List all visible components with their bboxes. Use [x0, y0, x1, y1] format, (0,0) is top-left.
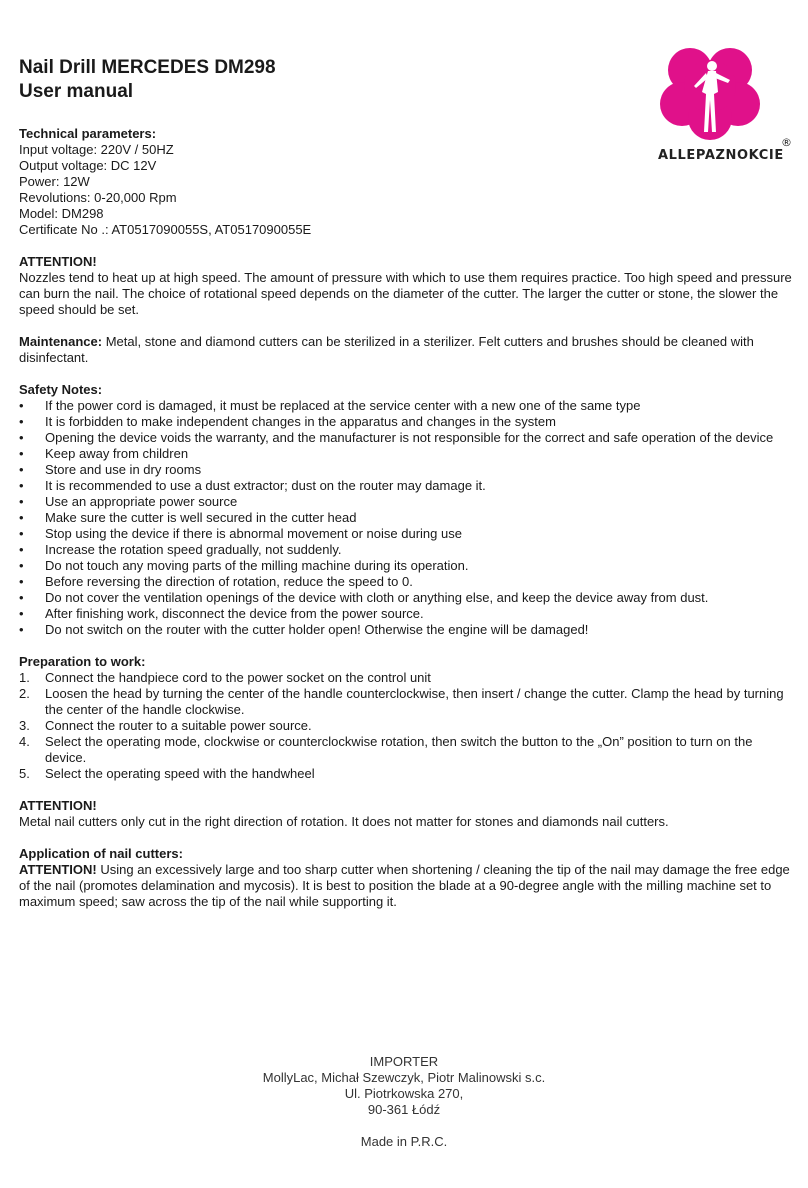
- section-heading: Preparation to work:: [19, 654, 146, 669]
- section-heading: ATTENTION!: [19, 798, 97, 813]
- list-item: • Store and use in dry rooms: [19, 462, 202, 477]
- param-line: Certificate No .: AT0517090055S, AT0517090055E: [19, 222, 312, 237]
- preparation-section: [19, 654, 793, 782]
- importer-street: Ul. Piotrkowska 270,: [344, 1086, 464, 1101]
- maintenance-section: [19, 334, 793, 366]
- bullet-icon: •: [19, 414, 24, 429]
- attention-section: [19, 798, 793, 830]
- list-item: • Keep away from children: [19, 446, 189, 461]
- list-item: • Do not cover the ventilation openings of the device with cloth or anything else, and keep the device away from dust.: [19, 590, 709, 605]
- safety-notes: [19, 382, 793, 638]
- bullet-icon: •: [19, 574, 24, 589]
- registered-mark: ®: [781, 136, 792, 149]
- list-item: 3. Connect the router to a suitable power source.: [19, 718, 312, 733]
- bullet-icon: •: [19, 478, 24, 493]
- list-item: 4. Select the operating mode, clockwise or counterclockwise rotation, then switch the button to the „On” position to turn on the device.: [19, 734, 753, 765]
- made-in: Made in P.R.C.: [360, 1134, 448, 1149]
- bullet-icon: •: [19, 494, 24, 509]
- list-item: • If the power cord is damaged, it must be replaced at the service center with a new one of the same type: [19, 398, 641, 413]
- technical-parameters: [19, 126, 793, 238]
- section-heading: Application of nail cutters:: [19, 846, 183, 861]
- list-item: • After finishing work, disconnect the device from the power source.: [19, 606, 424, 621]
- list-item: • Make sure the cutter is well secured in the cutter head: [19, 510, 357, 525]
- list-item: • Do not switch on the router with the cutter holder open! Otherwise the engine will be damaged!: [19, 622, 589, 637]
- section-heading: Safety Notes:: [19, 382, 103, 397]
- bullet-icon: •: [19, 398, 24, 413]
- paragraph: Metal nail cutters only cut in the right direction of rotation. It does not matter for stones and diamonds nail cutters.: [19, 814, 669, 829]
- param-line: Power: 12W: [19, 174, 90, 189]
- application-section: [19, 846, 793, 910]
- section-heading: Technical parameters:: [19, 126, 157, 141]
- title-line-1: Nail Drill MERCEDES DM298: [19, 57, 276, 78]
- bullet-icon: •: [19, 430, 24, 445]
- bullet-icon: •: [19, 542, 24, 557]
- param-line: Output voltage: DC 12V: [19, 158, 157, 173]
- bullet-icon: •: [19, 606, 24, 621]
- bullet-icon: •: [19, 510, 24, 525]
- list-item: • It is recommended to use a dust extractor; dust on the router may damage it.: [19, 478, 486, 493]
- brand-name: ALLEPAZNOKCIE: [658, 148, 784, 163]
- paragraph: Nozzles tend to heat up at high speed. The amount of pressure with which to use them requires practice. Too high speed and pressure can burn the nail. The choice of rotational speed depends on the diameter of the cutter. The larger the cutter or stone, the slower the speed should be set.: [19, 270, 792, 317]
- list-item: • Use an appropriate power source: [19, 494, 238, 509]
- inline-label: Maintenance:: [19, 334, 103, 349]
- importer-company: MollyLac, Michał Szewczyk, Piotr Malinowski s.c.: [262, 1070, 546, 1085]
- list-item: • Opening the device voids the warranty, and the manufacturer is not responsible for the correct and safe operation of the device: [19, 430, 774, 445]
- list-item: • Before reversing the direction of rotation, reduce the speed to 0.: [19, 574, 413, 589]
- importer-label: IMPORTER: [369, 1054, 439, 1069]
- importer-footer: [200, 1054, 608, 1150]
- document-title: [19, 56, 276, 104]
- inline-label: ATTENTION!: [19, 862, 97, 877]
- bullet-icon: •: [19, 558, 24, 573]
- list-item: • Do not touch any moving parts of the milling machine during its operation.: [19, 558, 469, 573]
- bullet-icon: •: [19, 590, 24, 605]
- section-heading: ATTENTION!: [19, 254, 97, 269]
- list-item: 1. Connect the handpiece cord to the power socket on the control unit: [19, 670, 431, 685]
- bullet-icon: •: [19, 446, 24, 461]
- list-item: • Stop using the device if there is abnormal movement or noise during use: [19, 526, 462, 541]
- param-line: Model: DM298: [19, 206, 104, 221]
- paragraph: Metal, stone and diamond cutters can be sterilized in a sterilizer. Felt cutters and brushes should be cleaned with disinfectant.: [19, 334, 754, 365]
- manual-content: [19, 126, 793, 910]
- bullet-icon: •: [19, 526, 24, 541]
- bullet-icon: •: [19, 462, 24, 477]
- param-line: Input voltage: 220V / 50HZ: [19, 142, 174, 157]
- param-line: Revolutions: 0-20,000 Rpm: [19, 190, 177, 205]
- paragraph: Using an excessively large and too sharp cutter when shortening / cleaning the tip of the nail may damage the free edge of the nail (promotes delamination and mycosis). It is best to position the blade at a 90-degree angle with the milling machine set to maximum speed; saw across the tip of the nail while supporting it.: [19, 862, 790, 909]
- attention-section: [19, 254, 793, 318]
- title-line-2: User manual: [19, 81, 134, 102]
- list-item: • Increase the rotation speed gradually, not suddenly.: [19, 542, 342, 557]
- importer-city: 90-361 Łódź: [367, 1102, 441, 1117]
- bullet-icon: •: [19, 622, 24, 637]
- list-item: 5. Select the operating speed with the handwheel: [19, 766, 315, 781]
- list-item: • It is forbidden to make independent changes in the apparatus and changes in the system: [19, 414, 556, 429]
- list-item: 2. Loosen the head by turning the center of the handle counterclockwise, then insert / change the cutter. Clamp the head by turning the center of the handle clockwise.: [19, 686, 784, 717]
